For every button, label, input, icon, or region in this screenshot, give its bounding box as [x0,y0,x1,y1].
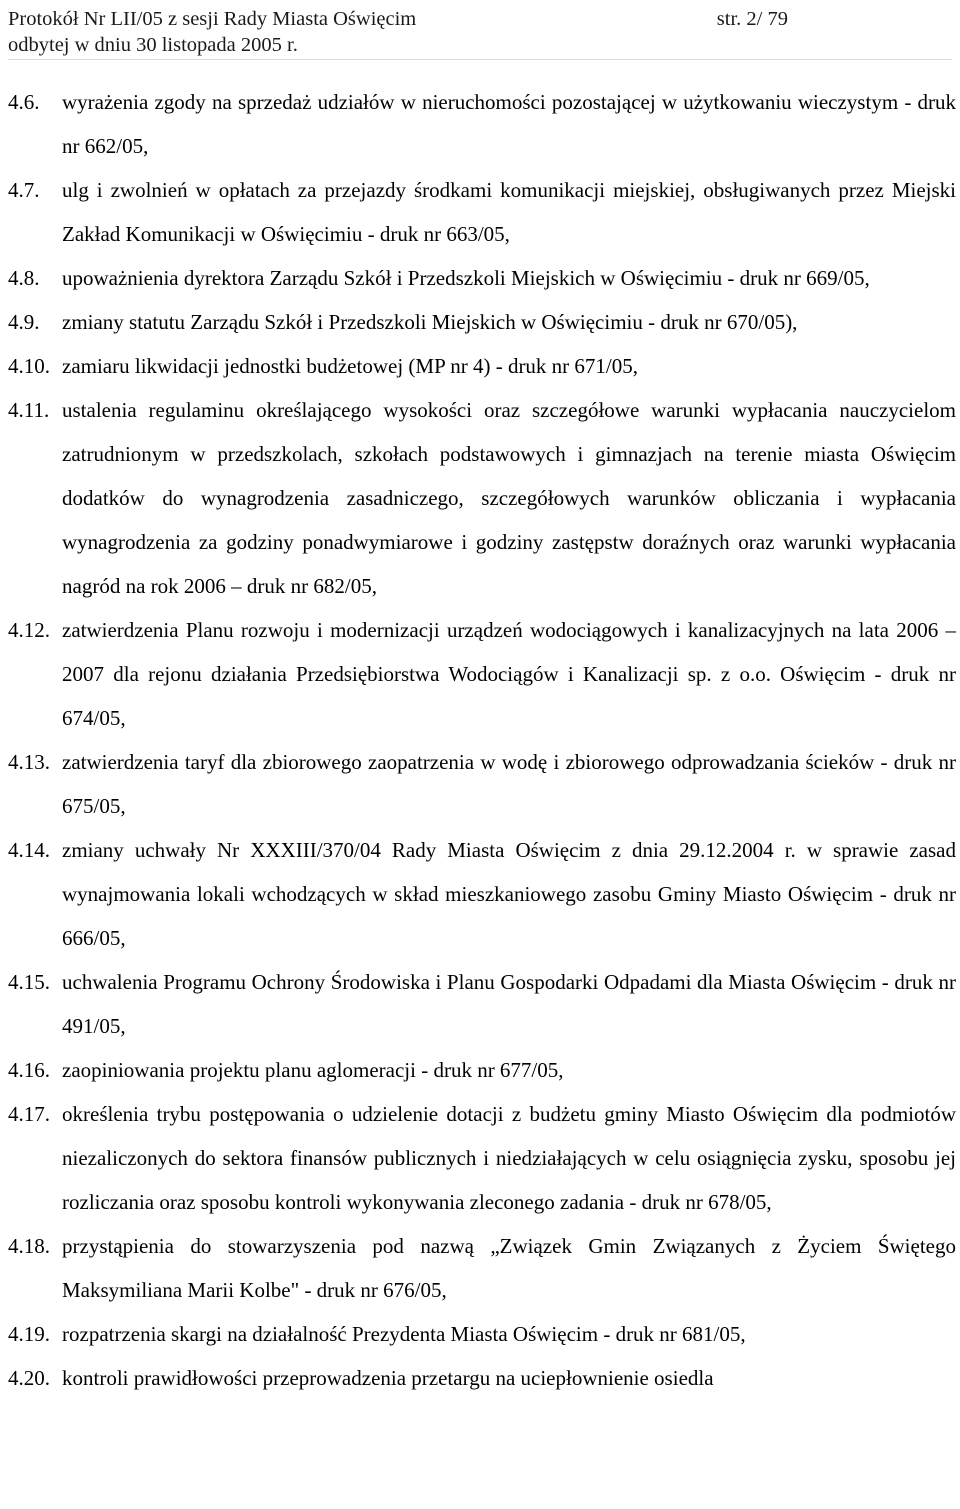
item-number: 4.12. [8,618,50,642]
page-header [8,6,952,58]
item-number: 4.13. [8,750,50,774]
item-text: zaopiniowania projektu planu aglomeracji - druk nr 677/05, [62,1058,564,1082]
list-item [0,1224,960,1312]
item-number: 4.6. [8,90,40,114]
list-item [0,1048,960,1092]
item-number: 4.16. [8,1058,50,1082]
item-text: zatwierdzenia taryf dla zbiorowego zaopatrzenia w wodę i zbiorowego odprowadzania ścieków - druk nr 675/05, [62,750,956,818]
list-item [0,608,960,740]
item-number: 4.7. [8,178,40,202]
list-item [0,740,960,828]
item-number: 4.10. [8,354,50,378]
agenda-list [0,80,960,1400]
item-text: zmiany uchwały Nr XXXIII/370/04 Rady Miasta Oświęcim z dnia 29.12.2004 r. w sprawie zasad wynajmowania lokali wchodzących w skład mieszkaniowego zasobu Gminy Miasto Oświęcim - druk nr 666/05, [62,838,956,950]
document-title: Protokół Nr LII/05 z sesji Rady Miasta Oświęcim [8,8,417,30]
list-item [0,1312,960,1356]
item-text: przystąpienia do stowarzyszenia pod nazwą „Związek Gmin Związanych z Życiem Świętego Maksymiliana Marii Kolbe" - druk nr 676/05, [62,1234,956,1302]
item-text: zamiaru likwidacji jednostki budżetowej (MP nr 4) - druk nr 671/05, [62,354,639,378]
list-item [0,388,960,608]
item-number: 4.19. [8,1322,50,1346]
item-number: 4.20. [8,1366,50,1390]
list-item [0,960,960,1048]
item-text: kontroli prawidłowości przeprowadzenia przetargu na uciepłownienie osiedla [62,1366,714,1390]
item-text: ustalenia regulaminu określającego wysokości oraz szczegółowe warunki wypłacania nauczycielom zatrudnionym w przedszkolach, szkołach podstawowych i gimnazjach na terenie miasta Oświęcim dodatków do wynagrodzenia zasadniczego, szczegółowych warunków obliczania i wypłacania wynagrodzenia za godziny ponadwymiarowe i godziny zastępstw doraźnych oraz warunki wypłacania nagród na rok 2006 – druk nr 682/05, [62,398,956,598]
list-item [0,1092,960,1224]
list-item [0,300,960,344]
item-text: wyrażenia zgody na sprzedaż udziałów w nieruchomości pozostającej w użytkowaniu wieczystym - druk nr 662/05, [62,90,956,158]
header-divider [8,59,952,60]
item-text: określenia trybu postępowania o udzielenie dotacji z budżetu gminy Miasto Oświęcim dla podmiotów niezaliczonych do sektora finansów publicznych i niedziałających w celu osiągnięcia zysku, sposobu jej rozliczania oraz sposobu kontroli wykonywania zleconego zadania - druk nr 678/05, [62,1102,956,1214]
list-item [0,256,960,300]
item-number: 4.11. [8,398,50,422]
item-number: 4.9. [8,310,40,334]
item-text: rozpatrzenia skargi na działalność Prezydenta Miasta Oświęcim - druk nr 681/05, [62,1322,746,1346]
list-item [0,1356,960,1400]
list-item [0,828,960,960]
item-number: 4.18. [8,1234,50,1258]
list-item [0,168,960,256]
item-number: 4.8. [8,266,40,290]
item-number: 4.17. [8,1102,50,1126]
header-row [8,6,952,32]
document-subtitle: odbytej w dniu 30 listopada 2005 r. [8,34,298,56]
item-number: 4.15. [8,970,50,994]
list-item [0,80,960,168]
list-item [0,344,960,388]
item-text: uchwalenia Programu Ochrony Środowiska i Planu Gospodarki Odpadami dla Miasta Oświęcim - druk nr 491/05, [62,970,956,1038]
item-text: upoważnienia dyrektora Zarządu Szkół i Przedszkoli Miejskich w Oświęcimiu - druk nr 669/05, [62,266,870,290]
item-text: ulg i zwolnień w opłatach za przejazdy środkami komunikacji miejskiej, obsługiwanych przez Miejski Zakład Komunikacji w Oświęcimiu - druk nr 663/05, [62,178,956,246]
item-number: 4.14. [8,838,50,862]
item-text: zmiany statutu Zarządu Szkół i Przedszkoli Miejskich w Oświęcimiu - druk nr 670/05), [62,310,798,334]
page-number: str. 2/ 79 [716,8,788,30]
item-text: zatwierdzenia Planu rozwoju i modernizacji urządzeń wodociągowych i kanalizacyjnych na lata 2006 – 2007 dla rejonu działania Przedsiębiorstwa Wodociągów i Kanalizacji sp. z o.o. Oświęcim - druk nr 674/05, [62,618,956,730]
